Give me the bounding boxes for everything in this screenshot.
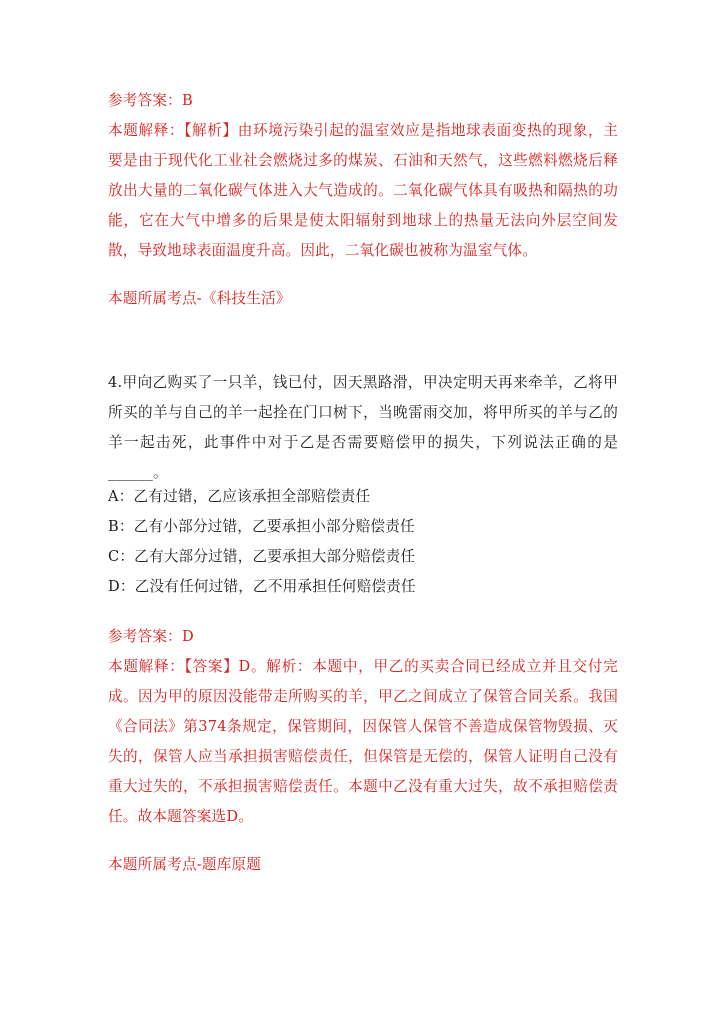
q4-answer: 参考答案：D (108, 628, 194, 645)
option-d: D：乙没有任何过错，乙不用承担任何赔偿责任 (108, 578, 416, 595)
option-b: B：乙有小部分过错，乙要承担小部分赔偿责任 (108, 518, 415, 535)
option-a: A：乙有过错，乙应该承担全部赔偿责任 (108, 488, 371, 505)
q3-explanation: 本题解释：【解析】由环境污染引起的温室效应是指地球表面变热的现象，主要是由于现代化工业社会燃烧过多的煤炭、石油和天然气，这些燃料燃烧后释放出大量的二氧化碳气体进入大气造成的。二氧化碳气体具有吸热和隔热的功能，它在大气中增多的后果是使太阳辐射到地球上的热量无法向外层空间发散，导致地球表面温度升高。因此，二氧化碳也被称为温室气体。 (108, 122, 618, 259)
q3-topic: 本题所属考点-《科技生活》 (108, 290, 291, 307)
q4-stem: 4.甲向乙购买了一只羊，钱已付，因天黑路滑，甲决定明天再来牵羊，乙将甲所买的羊与自己的羊一起拴在门口树下，当晚雷雨交加，将甲所买的羊与乙的羊一起击死，此事件中对于乙是否需要赔偿甲的损失，下列说法正确的是______。 (108, 374, 618, 481)
q3-answer: 参考答案：B (108, 92, 193, 109)
q4-explanation: 本题解释：【答案】D。解析：本题中，甲乙的买卖合同已经成立并且交付完成。因为甲的原因没能带走所购买的羊，甲乙之间成立了保管合同关系。我国《合同法》第374条规定，保管期间，因保管人保管不善造成保管物毁损、灭失的，保管人应当承担损害赔偿责任，但保管是无偿的，保管人证明自己没有重大过失的，不承担损害赔偿责任。本题中乙没有重大过失，故不承担赔偿责任。故本题答案选D。 (108, 658, 618, 825)
q4-options (108, 482, 618, 602)
q4-topic: 本题所属考点-题库原题 (108, 856, 262, 873)
option-c: C：乙有大部分过错，乙要承担大部分赔偿责任 (108, 548, 416, 565)
